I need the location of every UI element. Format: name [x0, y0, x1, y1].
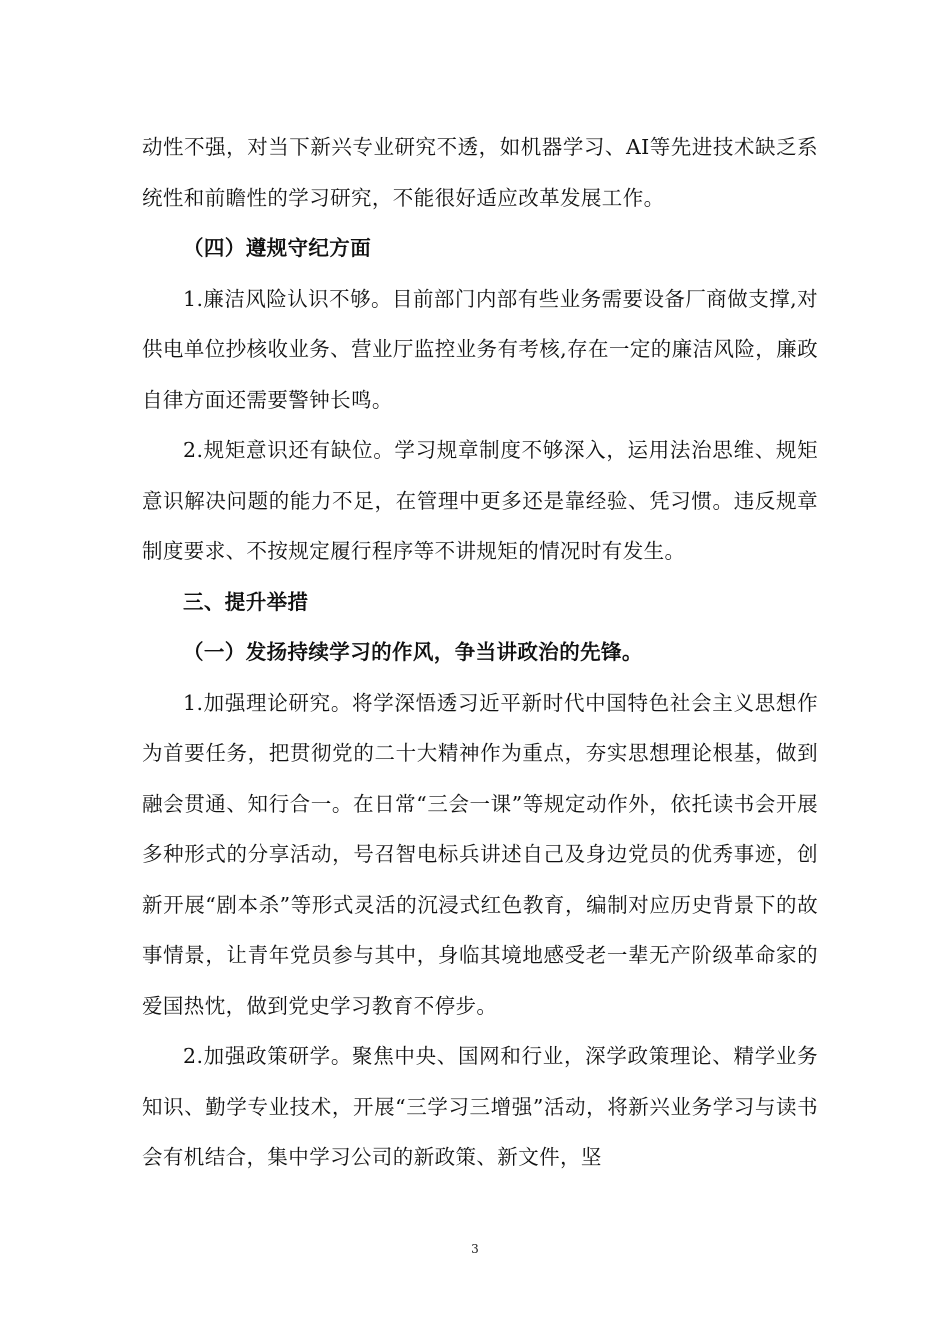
section-heading-measures: 三、提升举措: [183, 589, 309, 614]
paragraph-theory-research: 1.加强理论研究。将学深悟透习近平新时代中国特色社会主义思想作为首要任务，把贯彻党的二十大精神作为重点，夯实思想理论根基，做到融会贯通、知行合一。在日常“三会一课”等规定动作外，依托读书会开展多种形式的分享活动，号召智电标兵讲述自己及身边党员的优秀事迹，创新开展“剧本杀”等形式灵活的沉浸式红色教育，编制对应历史背景下的故事情景，让青年党员参与其中，身临其境地感受老一辈无产阶级革命家的爱国热忱，做到党史学习教育不停步。: [142, 690, 818, 1018]
paragraph-continued: 动性不强，对当下新兴专业研究不透，如机器学习、AI等先进技术缺乏系统性和前瞻性的学习研究，不能很好适应改革发展工作。: [142, 135, 818, 210]
subsection-heading-learning: （一）发扬持续学习的作风，争当讲政治的先锋。: [183, 640, 643, 664]
paragraph-policy-study: 2.加强政策研学。聚焦中央、国网和行业，深学政策理论、精学业务知识、勤学专业技术，开展“三学习三增强”活动，将新兴业务学习与读书会有机结合，集中学习公司的新政策、新文件，坚: [142, 1044, 818, 1169]
paragraph-rules-awareness: 2.规矩意识还有缺位。学习规章制度不够深入，运用法治思维、规矩意识解决问题的能力不足，在管理中更多还是靠经验、凭习惯。违反规章制度要求、不按规定履行程序等不讲规矩的情况时有发生。: [142, 438, 818, 563]
document-body: [142, 122, 818, 1183]
paragraph-integrity-risk: 1.廉洁风险认识不够。目前部门内部有些业务需要设备厂商做支撑,对供电单位抄核收业务、营业厅监控业务有考核,存在一定的廉洁风险，廉政自律方面还需要警钟长鸣。: [142, 286, 818, 412]
page-number: 3: [471, 1242, 479, 1256]
section-heading-discipline: （四）遵规守纪方面: [183, 236, 372, 260]
